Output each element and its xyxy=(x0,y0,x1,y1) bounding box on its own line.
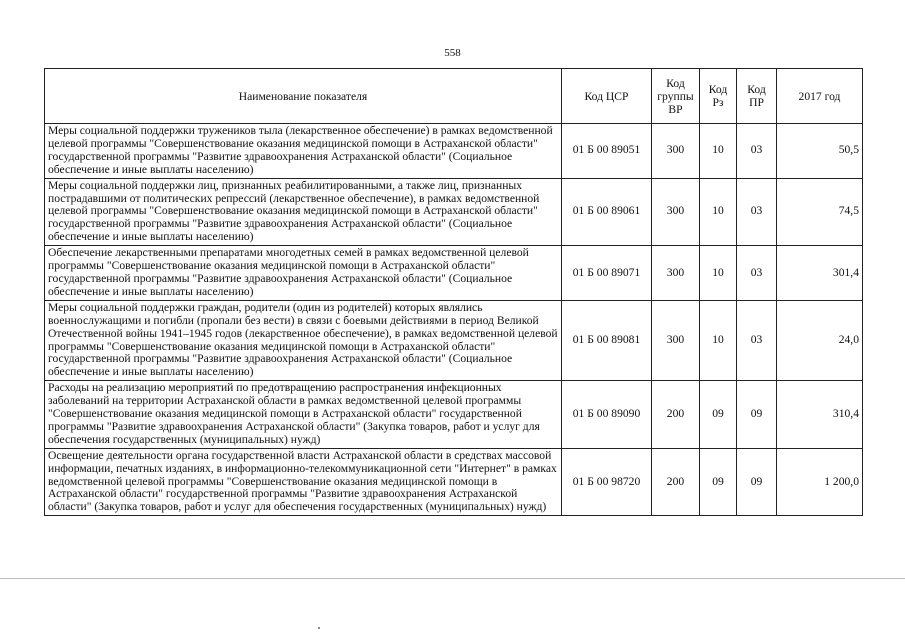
cell-csr: 01 Б 00 89061 xyxy=(562,178,652,246)
page-divider xyxy=(0,578,905,579)
cell-vr: 300 xyxy=(652,178,700,246)
cell-vr: 300 xyxy=(652,124,700,179)
header-row xyxy=(45,69,863,124)
header-rz: Код Рз xyxy=(700,69,737,124)
cell-amount: 74,5 xyxy=(777,178,863,246)
header-pr: Код ПР xyxy=(737,69,777,124)
cell-vr: 200 xyxy=(652,381,700,449)
scan-speck xyxy=(318,627,320,629)
cell-pr: 03 xyxy=(737,300,777,380)
header-year: 2017 год xyxy=(777,69,863,124)
cell-csr: 01 Б 00 89071 xyxy=(562,246,652,301)
cell-amount: 24,0 xyxy=(777,300,863,380)
header-name: Наименование показателя xyxy=(45,69,562,124)
cell-vr: 300 xyxy=(652,246,700,301)
cell-name: Освещение деятельности органа государственной власти Астраханской области в средствах массовой информации, печатных изданиях, в информационно-телекоммуникационной сети "Интернет" в рамках ведомственной целевой программы "Совершенствование оказания медицинской помощи в Астраханской области" государственной программы "Развитие здравоохранения Астраханской области" (Закупка товаров, работ и услуг для обеспечения государственных (муниципальных) нужд) xyxy=(45,448,562,516)
table-row xyxy=(45,124,863,179)
header-csr: Код ЦСР xyxy=(562,69,652,124)
cell-pr: 03 xyxy=(737,246,777,301)
cell-rz: 09 xyxy=(700,381,737,449)
cell-name: Меры социальной поддержки граждан, родители (один из родителей) которых являлись военнослужащими и погибли (пропали без вести) в связи с боевыми действиями в период Великой Отечественной войны 1941–1945 годов (лекарственное обеспечение), в рамках ведомственной целевой программы "Совершенствование оказания медицинской помощи в Астраханской области" государственной программы "Развитие здравоохранения Астраханской области" (Социальное обеспечение и иные выплаты населению) xyxy=(45,300,562,380)
cell-name: Обеспечение лекарственными препаратами многодетных семей в рамках ведомственной целевой программы "Совершенствование оказания медицинской помощи в Астраханской области" государственной программы "Развитие здравоохранения Астраханской области" (Социальное обеспечение и иные выплаты населению) xyxy=(45,246,562,301)
cell-csr: 01 Б 00 98720 xyxy=(562,448,652,516)
cell-rz: 10 xyxy=(700,178,737,246)
cell-csr: 01 Б 00 89081 xyxy=(562,300,652,380)
budget-table xyxy=(44,68,863,516)
cell-amount: 50,5 xyxy=(777,124,863,179)
cell-amount: 301,4 xyxy=(777,246,863,301)
cell-pr: 09 xyxy=(737,448,777,516)
cell-rz: 10 xyxy=(700,300,737,380)
cell-rz: 09 xyxy=(700,448,737,516)
cell-vr: 300 xyxy=(652,300,700,380)
cell-pr: 09 xyxy=(737,381,777,449)
cell-amount: 1 200,0 xyxy=(777,448,863,516)
cell-name: Расходы на реализацию мероприятий по предотвращению распространения инфекционных заболеваний на территории Астраханской области в рамках ведомственной целевой программы "Совершенствование оказания медицинской помощи в Астраханской области" государственной программы "Развитие здравоохранения Астраханской области" (Закупка товаров, работ и услуг для обеспечения государственных (муниципальных) нужд) xyxy=(45,381,562,449)
page-number: 558 xyxy=(444,47,461,59)
cell-name: Меры социальной поддержки лиц, признанных реабилитированными, а также лиц, признанных пострадавшими от политических репрессий (лекарственное обеспечение), в рамках ведомственной целевой программы "Совершенствование оказания медицинской помощи в Астраханской области" государственной программы "Развитие здравоохранения Астраханской области" (Социальное обеспечение и иные выплаты населению) xyxy=(45,178,562,246)
cell-pr: 03 xyxy=(737,124,777,179)
header-vr: Код группы ВР xyxy=(652,69,700,124)
cell-vr: 200 xyxy=(652,448,700,516)
table-row xyxy=(45,448,863,516)
cell-name: Меры социальной поддержки тружеников тыла (лекарственное обеспечение) в рамках ведомственной целевой программы "Совершенствование оказания медицинской помощи в Астраханской области" государственной программы "Развитие здравоохранения Астраханской области" (Социальное обеспечение и иные выплаты населению) xyxy=(45,124,562,179)
table-row xyxy=(45,178,863,246)
table-row xyxy=(45,381,863,449)
cell-csr: 01 Б 00 89090 xyxy=(562,381,652,449)
cell-amount: 310,4 xyxy=(777,381,863,449)
cell-rz: 10 xyxy=(700,246,737,301)
table-body xyxy=(45,124,863,516)
cell-pr: 03 xyxy=(737,178,777,246)
cell-rz: 10 xyxy=(700,124,737,179)
table-row xyxy=(45,300,863,380)
cell-csr: 01 Б 00 89051 xyxy=(562,124,652,179)
table-row xyxy=(45,246,863,301)
